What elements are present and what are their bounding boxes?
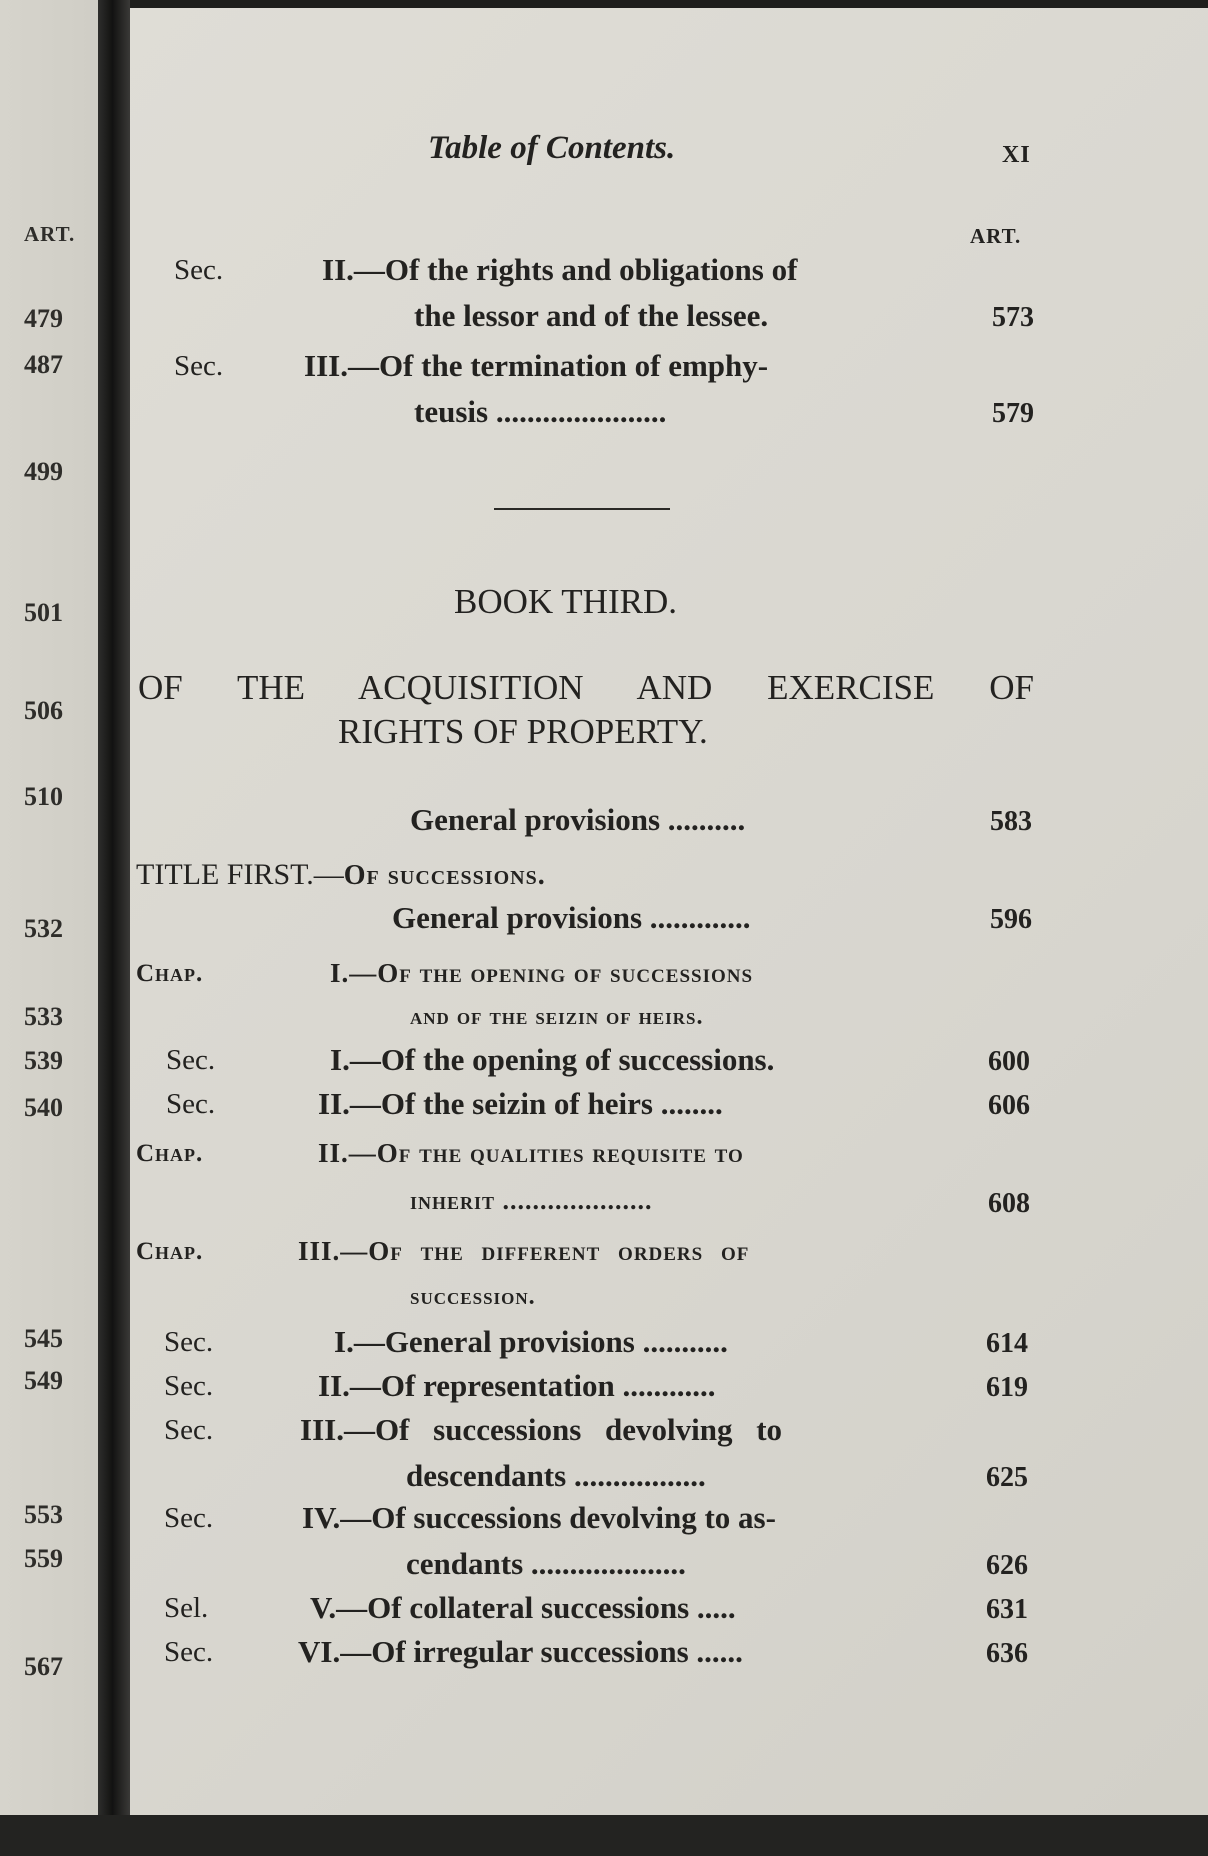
art-number: 626 — [986, 1550, 1028, 1581]
chapter-title-continued: and of the seizin of heirs. — [410, 1004, 704, 1030]
chapter-title-continued: inherit .................... — [410, 1186, 653, 1215]
chapter-label: Chap. — [136, 960, 204, 987]
left-art-number: 533 — [24, 1002, 63, 1031]
art-number: 600 — [988, 1046, 1030, 1077]
entry-text-continued: cendants .................... — [406, 1546, 686, 1581]
entry-label: Sec. — [164, 1326, 214, 1358]
entry-text: IV.—Of successions devolving to as- — [302, 1500, 776, 1535]
entry-text: I.—General provisions ........... — [334, 1324, 728, 1359]
bottom-shadow — [0, 1815, 1208, 1856]
left-art-number: 506 — [24, 696, 63, 725]
art-number: 619 — [986, 1372, 1028, 1403]
page-title: Table of Contents. — [428, 130, 676, 166]
left-art-number: 540 — [24, 1093, 63, 1122]
left-art-heading: ART. — [24, 222, 76, 246]
left-art-number: 510 — [24, 782, 63, 811]
book-subheading-continued: RIGHTS OF PROPERTY. — [338, 712, 708, 751]
entry-label: Sec. — [174, 350, 224, 382]
art-number: 608 — [988, 1188, 1030, 1219]
entry-text: VI.—Of irregular successions ...... — [298, 1634, 743, 1669]
chapter-title: II.—Of the qualities requisite to — [318, 1138, 744, 1168]
entry-label: Sec. — [164, 1370, 214, 1402]
art-number: 614 — [986, 1328, 1028, 1359]
entry-label: Sec. — [174, 254, 224, 286]
chapter-label: Chap. — [136, 1140, 204, 1167]
entry-text: I.—Of the opening of successions. — [330, 1042, 775, 1077]
chapter-title: III.—Of the different orders of — [298, 1236, 750, 1266]
entry-text-continued: the lessor and of the lessee. — [414, 298, 769, 333]
left-art-number: 549 — [24, 1366, 63, 1395]
entry-label: Sec. — [166, 1044, 216, 1076]
left-art-number: 487 — [24, 350, 63, 379]
art-number: 596 — [990, 904, 1032, 935]
art-number: 606 — [988, 1090, 1030, 1121]
art-number: 631 — [986, 1594, 1028, 1625]
entry-text: II.—Of the rights and obligations of — [322, 252, 798, 287]
left-art-number: 501 — [24, 598, 63, 627]
entry-text: II.—Of representation ............ — [318, 1368, 716, 1403]
left-art-number: 479 — [24, 304, 63, 333]
page-folio: XI — [1002, 142, 1031, 168]
book-gutter — [98, 0, 130, 1815]
chapter-label: Chap. — [136, 1238, 204, 1265]
book-subheading: OF THE ACQUISITION AND EXERCISE OF — [138, 668, 1034, 707]
entry-text: III.—Of successions devolving to — [300, 1412, 783, 1447]
title-first-heading: TITLE FIRST.—Of successions. — [136, 858, 546, 891]
section-divider — [494, 508, 670, 510]
art-column-heading: ART. — [970, 224, 1022, 248]
entry-label: Sec. — [164, 1414, 214, 1446]
chapter-title: I.—Of the opening of successions — [330, 958, 754, 988]
left-art-number: 567 — [24, 1652, 63, 1681]
left-art-number: 559 — [24, 1544, 63, 1573]
entry-label: Sec. — [166, 1088, 216, 1120]
entry-text-continued: descendants ................. — [406, 1458, 706, 1493]
art-number: 583 — [990, 806, 1032, 837]
left-art-number: 545 — [24, 1324, 63, 1353]
entry-text: III.—Of the termination of emphy- — [304, 348, 769, 383]
left-page-edge — [0, 0, 110, 1815]
entry-label: Sec. — [164, 1636, 214, 1668]
left-art-number: 532 — [24, 914, 63, 943]
art-number: 573 — [992, 302, 1034, 333]
left-art-number: 499 — [24, 457, 63, 486]
left-art-number: 553 — [24, 1500, 63, 1529]
entry-label: Sec. — [164, 1502, 214, 1534]
left-art-number: 539 — [24, 1046, 63, 1075]
chapter-title-continued: succession. — [410, 1284, 536, 1310]
entry-text: II.—Of the seizin of heirs ........ — [318, 1086, 723, 1121]
art-number: 625 — [986, 1462, 1028, 1493]
art-number: 636 — [986, 1638, 1028, 1669]
entry-text: General provisions .......... — [410, 802, 746, 837]
book-heading: BOOK THIRD. — [454, 582, 677, 621]
entry-text-continued: teusis ...................... — [414, 394, 667, 429]
art-number: 579 — [992, 398, 1034, 429]
entry-text: General provisions ............. — [392, 900, 751, 935]
entry-label: Sel. — [164, 1592, 209, 1624]
entry-text: V.—Of collateral successions ..... — [310, 1590, 736, 1625]
